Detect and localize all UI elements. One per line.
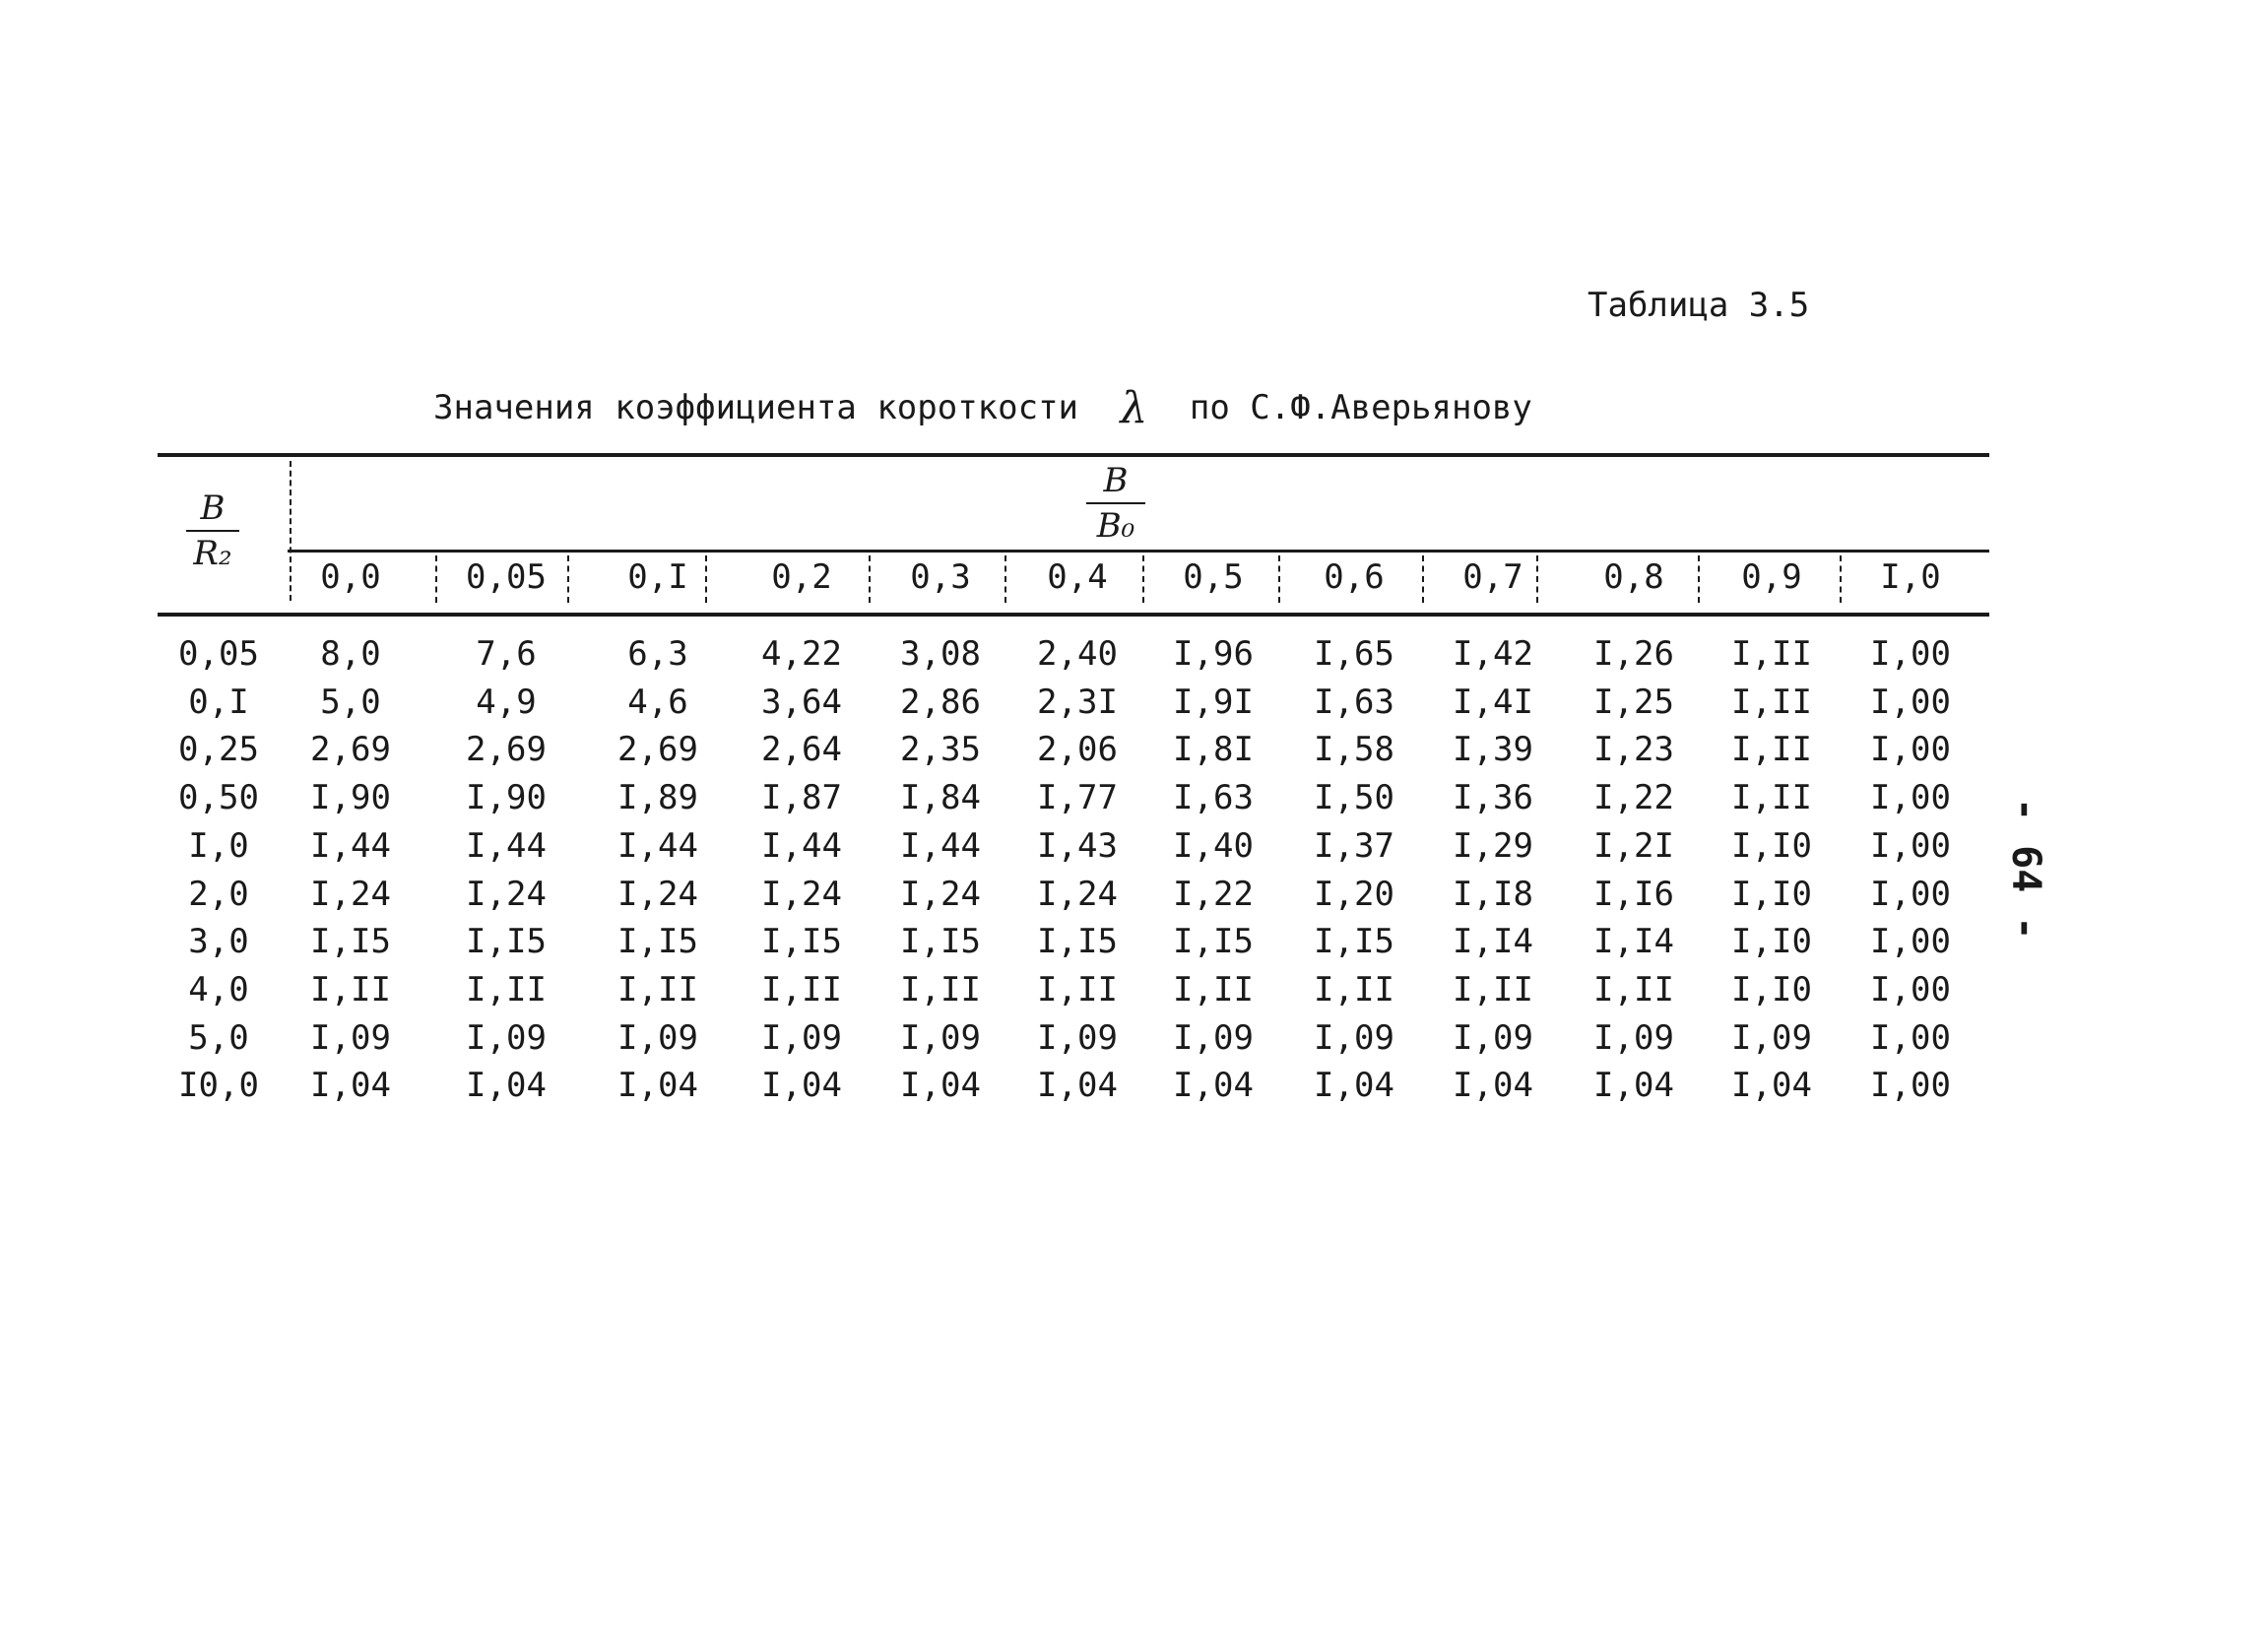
table-cell: I,II xyxy=(1731,778,1812,817)
table-cell: I,8I xyxy=(1173,730,1254,769)
table-cell: I,00 xyxy=(1870,683,1951,722)
table-cell: I,44 xyxy=(617,826,698,866)
table-cell: I,09 xyxy=(1731,1018,1812,1058)
table-cell: I,24 xyxy=(466,875,547,914)
table-number: Таблица 3.5 xyxy=(1588,286,1810,325)
table-cell: I,I5 xyxy=(1037,922,1118,961)
column-separator xyxy=(567,555,569,603)
table-cell: I,I0 xyxy=(1731,970,1812,1009)
table-cell: I,37 xyxy=(1314,826,1394,866)
table-cell: I,04 xyxy=(1453,1066,1533,1105)
table-cell: I,39 xyxy=(1453,730,1533,769)
column-header-value: 0,6 xyxy=(1324,557,1385,597)
table-cell: I,58 xyxy=(1314,730,1394,769)
table-cell: I,65 xyxy=(1314,634,1394,674)
table-cell: I,04 xyxy=(900,1066,981,1105)
column-header-value: I,0 xyxy=(1880,557,1941,597)
table-cell: 5,0 xyxy=(320,683,381,722)
table-cell: I,09 xyxy=(1037,1018,1118,1058)
table-cell: I,II xyxy=(1037,970,1118,1009)
row-label: 5,0 xyxy=(188,1018,249,1058)
table-cell: I,I5 xyxy=(900,922,981,961)
table-cell: 7,6 xyxy=(476,634,537,674)
table-cell: I,I5 xyxy=(761,922,842,961)
table-cell: I,22 xyxy=(1173,875,1254,914)
table-cell: I,I8 xyxy=(1453,875,1533,914)
column-header-value: 0,05 xyxy=(466,557,547,597)
table-cell: I,II xyxy=(1731,683,1812,722)
table-cell: I,24 xyxy=(310,875,391,914)
caption-text-after: по С.Ф.Аверьянову xyxy=(1189,388,1532,427)
table-cell: I,22 xyxy=(1593,778,1674,817)
table-cell: 4,9 xyxy=(476,683,537,722)
table-cell: I,44 xyxy=(310,826,391,866)
table-cell: I,I5 xyxy=(466,922,547,961)
table-cell: I,36 xyxy=(1453,778,1533,817)
table-cell: I,04 xyxy=(1173,1066,1254,1105)
column-header-value: 0,5 xyxy=(1183,557,1244,597)
table-cell: I,43 xyxy=(1037,826,1118,866)
table-cell: I,I0 xyxy=(1731,875,1812,914)
table-cell: 2,06 xyxy=(1037,730,1118,769)
table-cell: I,24 xyxy=(1037,875,1118,914)
table-cell: 4,6 xyxy=(627,683,688,722)
table-cell: I,II xyxy=(1453,970,1533,1009)
table-cell: I,24 xyxy=(900,875,981,914)
row-label: 0,05 xyxy=(178,634,259,674)
table-cell: I,89 xyxy=(617,778,698,817)
table-cell: I,04 xyxy=(466,1066,547,1105)
row-label: I0,0 xyxy=(178,1066,259,1105)
table-cell: I,I5 xyxy=(310,922,391,961)
column-header-value: 0,0 xyxy=(320,557,381,597)
table-cell: I,00 xyxy=(1870,730,1951,769)
table-cell: I,25 xyxy=(1593,683,1674,722)
table-cell: I,24 xyxy=(617,875,698,914)
table-cell: I,I0 xyxy=(1731,826,1812,866)
column-separator xyxy=(1278,555,1280,603)
row-header-numerator: B xyxy=(200,488,226,528)
column-header-value: 0,I xyxy=(627,557,688,597)
table-cell: I,40 xyxy=(1173,826,1254,866)
column-header-value: 0,2 xyxy=(771,557,832,597)
table-cell: I,44 xyxy=(900,826,981,866)
table-cell: 2,86 xyxy=(900,683,981,722)
table-cell: 2,35 xyxy=(900,730,981,769)
table-cell: I,87 xyxy=(761,778,842,817)
row-label: 2,0 xyxy=(188,875,249,914)
table-cell: I,09 xyxy=(466,1018,547,1058)
table-cell: I,I6 xyxy=(1593,875,1674,914)
table-caption xyxy=(433,379,1532,433)
table-cell: 2,64 xyxy=(761,730,842,769)
row-label: 0,I xyxy=(188,683,249,722)
column-separator xyxy=(1840,555,1842,603)
table-cell: I,II xyxy=(1593,970,1674,1009)
table-cell: I,04 xyxy=(1314,1066,1394,1105)
table-cell: I,9I xyxy=(1173,683,1254,722)
row-header-denominator: R₂ xyxy=(193,534,232,573)
table-cell: I,63 xyxy=(1314,683,1394,722)
table-cell: I,09 xyxy=(900,1018,981,1058)
table-cell: I,09 xyxy=(1453,1018,1533,1058)
table-cell: 6,3 xyxy=(627,634,688,674)
column-separator xyxy=(1698,555,1700,603)
column-header-numerator: B xyxy=(1103,461,1129,500)
column-separator xyxy=(1004,555,1006,603)
table-cell: I,04 xyxy=(761,1066,842,1105)
table-cell: I,00 xyxy=(1870,778,1951,817)
table-cell: I,90 xyxy=(466,778,547,817)
table-cell: I,I4 xyxy=(1593,922,1674,961)
table-cell: I,II xyxy=(617,970,698,1009)
table-cell: I,04 xyxy=(1593,1066,1674,1105)
column-header-denominator: B₀ xyxy=(1096,506,1135,546)
table-cell: I,96 xyxy=(1173,634,1254,674)
table-cell: 3,64 xyxy=(761,683,842,722)
table-cell: I,II xyxy=(466,970,547,1009)
row-label: 3,0 xyxy=(188,922,249,961)
table-cell: I,4I xyxy=(1453,683,1533,722)
table-cell: 2,69 xyxy=(310,730,391,769)
table-cell: I,90 xyxy=(310,778,391,817)
table-cell: I,29 xyxy=(1453,826,1533,866)
column-header-fraction xyxy=(1081,461,1150,546)
table-cell: 2,69 xyxy=(466,730,547,769)
table-cell: I,04 xyxy=(1037,1066,1118,1105)
table-cell: I,I5 xyxy=(1173,922,1254,961)
table-cell: I,II xyxy=(761,970,842,1009)
table-cell: I,II xyxy=(900,970,981,1009)
column-separator xyxy=(1422,555,1424,603)
caption-text-before: Значения коэффициента короткости xyxy=(433,388,1079,427)
table-top-rule xyxy=(158,453,1989,457)
table-cell: I,84 xyxy=(900,778,981,817)
table-cell: I,00 xyxy=(1870,826,1951,866)
table-cell: I,77 xyxy=(1037,778,1118,817)
table-cell: 4,22 xyxy=(761,634,842,674)
row-label: 4,0 xyxy=(188,970,249,1009)
table-cell: I,I4 xyxy=(1453,922,1533,961)
table-cell: I,II xyxy=(1731,634,1812,674)
row-label: 0,25 xyxy=(178,730,259,769)
table-cell: I,26 xyxy=(1593,634,1674,674)
table-cell: I,09 xyxy=(761,1018,842,1058)
table-cell: I,63 xyxy=(1173,778,1254,817)
table-cell: I,II xyxy=(1173,970,1254,1009)
fraction-bar xyxy=(186,530,239,532)
table-cell: I,II xyxy=(1314,970,1394,1009)
column-header-value: 0,3 xyxy=(910,557,971,597)
row-header-fraction xyxy=(183,488,242,573)
table-cell: I,09 xyxy=(1593,1018,1674,1058)
table-cell: I,42 xyxy=(1453,634,1533,674)
column-separator xyxy=(435,555,437,603)
column-header-value: 0,9 xyxy=(1741,557,1802,597)
table-cell: I,09 xyxy=(310,1018,391,1058)
table-cell: I,II xyxy=(1731,730,1812,769)
lambda-symbol: λ xyxy=(1120,383,1148,433)
table-cell: I,00 xyxy=(1870,922,1951,961)
table-cell: I,I0 xyxy=(1731,922,1812,961)
page-number: - 64 - xyxy=(2003,798,2048,941)
table-cell: I,00 xyxy=(1870,634,1951,674)
table-cell: I,00 xyxy=(1870,1018,1951,1058)
column-separator xyxy=(869,555,871,603)
table-cell: I,20 xyxy=(1314,875,1394,914)
table-cell: I,04 xyxy=(617,1066,698,1105)
table-cell: I,50 xyxy=(1314,778,1394,817)
column-separator xyxy=(1142,555,1144,603)
table-cell: I,II xyxy=(310,970,391,1009)
fraction-bar xyxy=(1086,502,1145,504)
table-cell: I,44 xyxy=(466,826,547,866)
row-label: 0,50 xyxy=(178,778,259,817)
table-cell: I,I5 xyxy=(617,922,698,961)
table-cell: 2,69 xyxy=(617,730,698,769)
table-cell: I,00 xyxy=(1870,875,1951,914)
table-cell: 2,3I xyxy=(1037,683,1118,722)
row-label: I,0 xyxy=(188,826,249,866)
table-cell: I,04 xyxy=(1731,1066,1812,1105)
table-cell: I,2I xyxy=(1593,826,1674,866)
column-header-value: 0,4 xyxy=(1047,557,1108,597)
table-cell: I,09 xyxy=(617,1018,698,1058)
table-cell: I,00 xyxy=(1870,1066,1951,1105)
table-cell: I,04 xyxy=(310,1066,391,1105)
table-cell: I,00 xyxy=(1870,970,1951,1009)
table-cell: I,09 xyxy=(1173,1018,1254,1058)
table-cell: I,09 xyxy=(1314,1018,1394,1058)
table-cell: I,23 xyxy=(1593,730,1674,769)
table-cell: I,24 xyxy=(761,875,842,914)
table-cell: 8,0 xyxy=(320,634,381,674)
table-cell: 3,08 xyxy=(900,634,981,674)
table-cell: I,44 xyxy=(761,826,842,866)
header-bottom-rule xyxy=(158,613,1989,617)
column-header-value: 0,7 xyxy=(1462,557,1523,597)
table-cell: I,I5 xyxy=(1314,922,1394,961)
table-cell: 2,40 xyxy=(1037,634,1118,674)
header-divider-rule xyxy=(288,550,1989,553)
column-header-value: 0,8 xyxy=(1603,557,1664,597)
